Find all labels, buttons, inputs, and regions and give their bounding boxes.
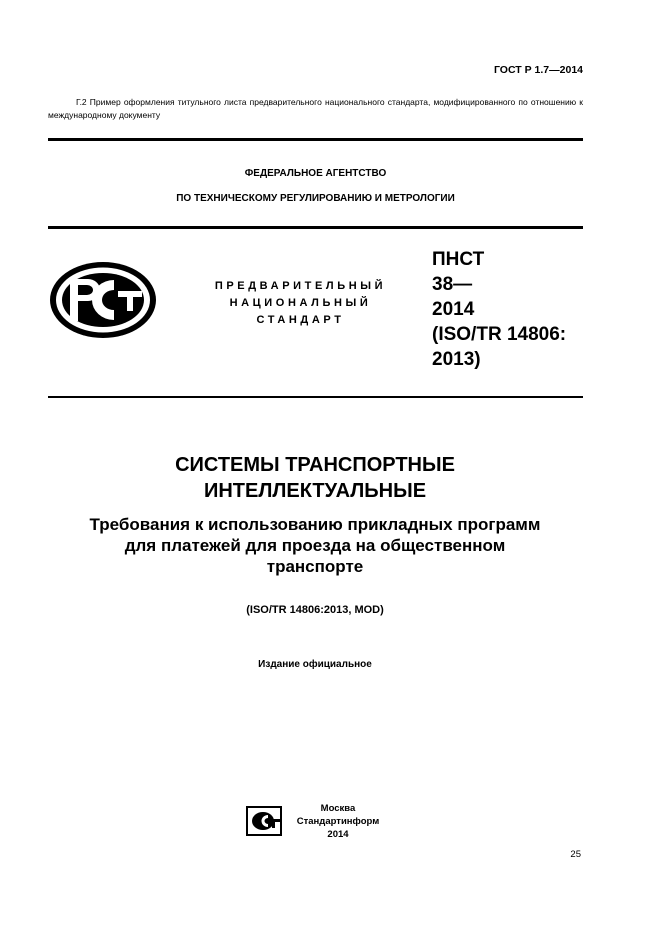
edition-note: Издание официальное <box>258 659 372 670</box>
agency-line-1: ФЕДЕРАЛЬНОЕ АГЕНТСТВО <box>244 168 387 179</box>
publisher-year: 2014 <box>327 829 349 840</box>
standard-number-line-5: 2013) <box>432 349 481 370</box>
agency-line-2: ПО ТЕХНИЧЕСКОМУ РЕГУЛИРОВАНИЮ И МЕТРОЛОГИИ <box>176 193 455 204</box>
document-code: ГОСТ Р 1.7—2014 <box>493 64 583 76</box>
standard-number-line-2: 38— <box>432 274 473 295</box>
standard-type-line-2: НАЦИОНАЛЬНЫЙ <box>229 297 372 309</box>
main-title-line-2: ИНТЕЛЛЕКТУАЛЬНЫЕ <box>203 480 427 502</box>
subtitle-line-2: для платежей для проезда на общественном <box>124 536 506 555</box>
standard-number-line-1: ПНСТ <box>432 249 485 270</box>
subtitle-line-1: Требования к использованию прикладных программ <box>89 515 541 534</box>
modification-note: (ISO/TR 14806:2013, MOD) <box>246 604 384 616</box>
standard-type-line-1: ПРЕДВАРИТЕЛЬНЫЙ <box>214 280 387 292</box>
subtitle-line-3: транспорте <box>266 557 364 576</box>
standard-number-line-3: 2014 <box>432 299 475 320</box>
publisher-name: Стандартинформ <box>296 816 380 827</box>
publisher-block <box>290 802 386 841</box>
header-block-rule <box>48 396 583 398</box>
figure-caption: Г.2 Пример оформления титульного листа предварительного национального стандарта, модифицированного по отношению к международному документу <box>48 97 583 120</box>
main-title-line-1: СИСТЕМЫ ТРАНСПОРТНЫЕ <box>175 454 455 476</box>
subtitle <box>40 514 590 577</box>
gost-logo-icon <box>48 260 158 340</box>
standartinform-logo-icon <box>246 806 282 836</box>
publisher-city: Москва <box>320 803 356 814</box>
page-number: 25 <box>570 849 581 860</box>
agency-rule <box>48 226 583 229</box>
main-title <box>40 452 590 504</box>
standard-number-line-4: (ISO/TR 14806: <box>432 324 567 345</box>
standard-type-line-3: СТАНДАРТ <box>256 314 345 326</box>
standard-type <box>178 278 423 329</box>
top-rule <box>48 138 583 141</box>
standard-number <box>432 247 566 372</box>
